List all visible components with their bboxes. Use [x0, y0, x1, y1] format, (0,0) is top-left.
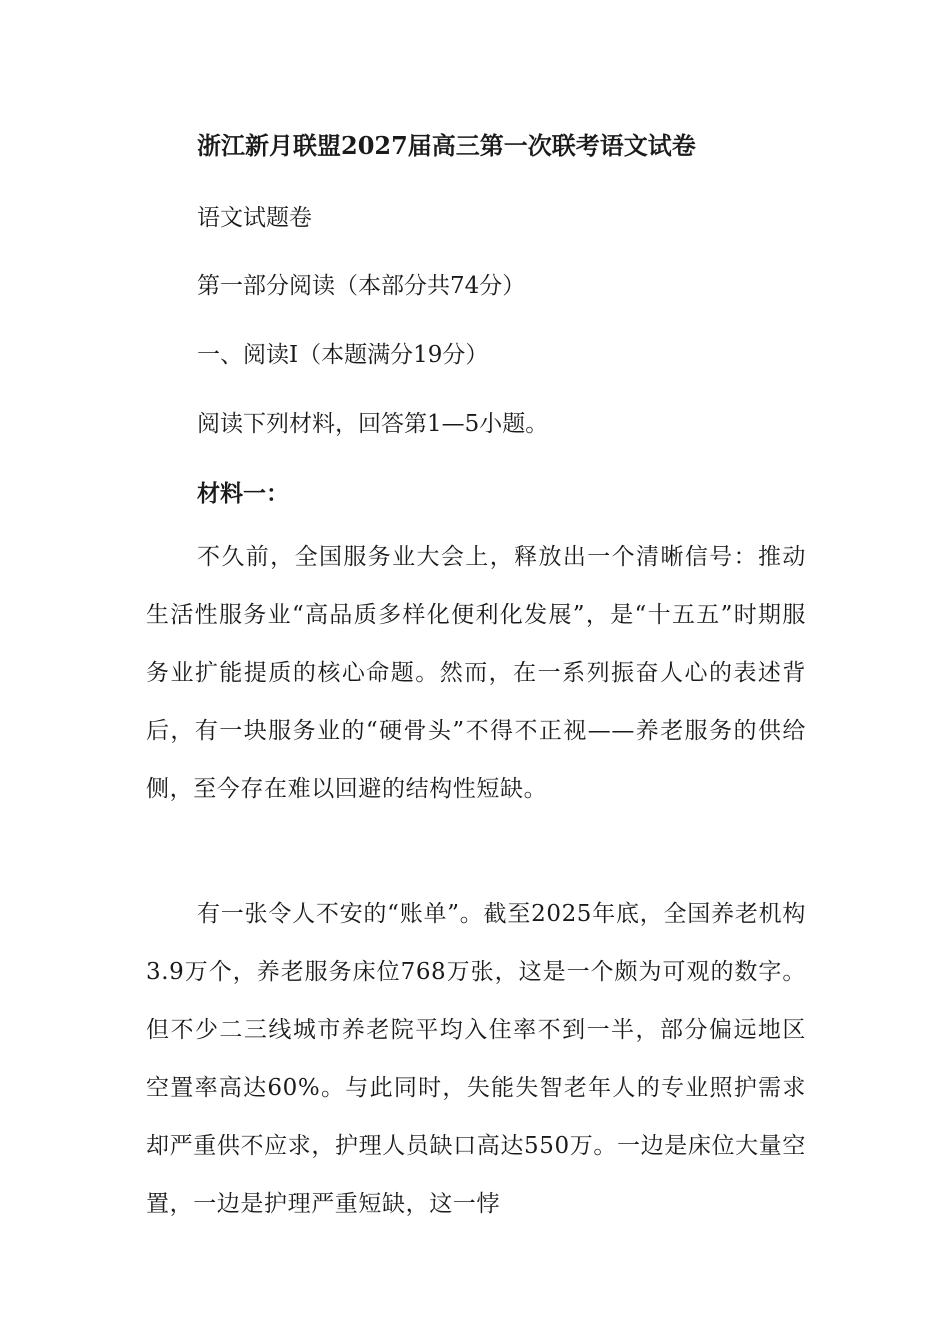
section-heading: 一、阅读Ⅰ（本题满分19分）	[197, 342, 489, 368]
paragraph-1: 不久前，全国服务业大会上，释放出一个清晰信号：推动生活性服务业“高品质多样化便利化发展”，是“十五五”时期服务业扩能提质的核心命题。然而，在一系列振奋人心的表述背后，有一块服务业的“硬骨头”不得不正视——养老服务的供给侧，至今存在难以回避的结构性短缺。	[146, 544, 806, 802]
material-label: 材料一：	[197, 480, 289, 507]
paper-subtitle: 语文试题卷	[197, 205, 312, 231]
paragraph-2: 有一张令人不安的“账单”。截至2025年底，全国养老机构3.9万个，养老服务床位768万张，这是一个颇为可观的数字。但不少二三线城市养老院平均入住率不到一半，部分偏远地区空置率高达60%。与此同时，失能失智老年人的专业照护需求却严重供不应求，护理人员缺口高达550万。一边是床位大量空置，一边是护理严重短缺，这一悖	[146, 901, 806, 1217]
exam-title: 浙江新月联盟2027届高三第一次联考语文试卷	[197, 131, 696, 160]
reading-instruction: 阅读下列材料，回答第1—5小题。	[197, 411, 549, 437]
part-heading: 第一部分阅读（本部分共74分）	[197, 273, 526, 299]
